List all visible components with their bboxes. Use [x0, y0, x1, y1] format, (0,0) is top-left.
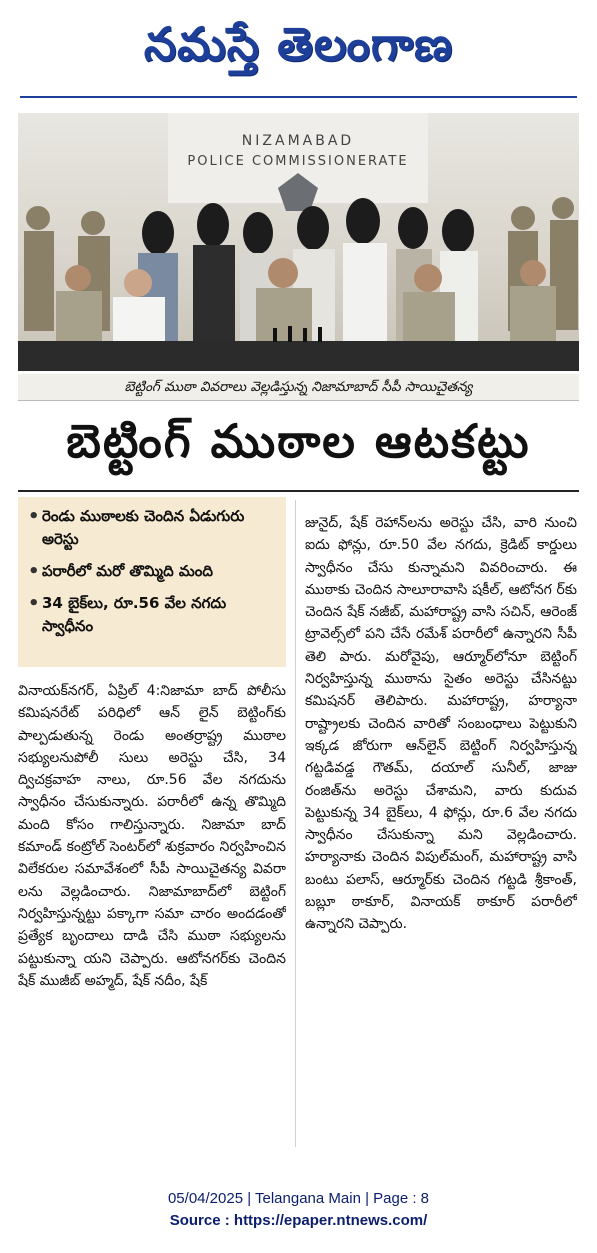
highlight-text: పరారీలో మరో తొమ్మిది మంది — [42, 562, 213, 580]
newspaper-title: నమస్తే తెలంగాణ — [143, 17, 454, 71]
photo-caption: బెట్టింగ్ ముఠా వివరాలు వెల్లడిస్తున్న నిజామాబాద్ సీపీ సాయిచైతన్య — [18, 374, 579, 401]
column-divider — [295, 500, 296, 1147]
highlight-item — [28, 592, 276, 638]
bullet-icon: • — [28, 561, 40, 582]
highlight-item — [28, 505, 276, 551]
highlight-text: రెండు ముఠాలకు చెందిన ఏడుగురు అరెస్టు — [42, 507, 245, 548]
bullet-icon: • — [28, 593, 40, 614]
article-column-right — [305, 512, 577, 1147]
masthead-rule — [20, 96, 577, 98]
footer-source: Source : https://epaper.ntnews.com/ — [169, 1212, 428, 1229]
article-text-right: జునైద్, షేక్ రెహాన్‌లను అరెస్టు చేసి, వారి నుంచి ఐదు ఫోన్లు, రూ.50 వేల నగదు, క్రెడిట్ కార్డులు స్వాధీనం చేసు కున్నామని వివరించారు. ఈ ముఠాకు చెందిన సాలూరావాసి షకీల్, ఆటోనగ ర్‌కు చెందిన షేక్ నజీబ్, మహారాష్ట్ర వాసి సచిన్, ఆరెంజ్ ట్రావెల్స్‌లో పని చేసే రమేశ్ పరారీలో ఉన్నారని సీపీ తెలి పారు. మరోవైపు, ఆర్మూర్‌లోనూ బెట్టింగ్ నిర్వహిస్తున్న ముఠాను సైతం అరెస్టు చేసినట్టు కమిషనర్ తెలిపారు. మహారాష్ట్ర, హర్యానా రాష్ట్రాలకు చెందిన వారితో సంబంధాలు పెట్టుకుని ఇక్కడ జోరుగా ఆన్‌లైన్ బెట్టింగ్ నిర్వహిస్తున్న గట్టడివడ్డ గౌతమ్, దయాల్ సునీల్, జాజు రంజిత్‌ను అరెస్టు చేశామని, వారు కుదువ పెట్టుకున్న 34 బైక్‌లు, 4 ఫోన్లు, రూ.6 వేల నగదు స్వాధీనం చేసుకున్నా మని వెల్లడించారు. హర్యానాకు చెందిన విపుల్‌మంగ్, మహారాష్ట్ర వాసి బంటు పలాస్, ఆర్మూర్‌కు చెందిన గట్టడి శ్రీకాంత్, బబ్లూ ఠాకూర్, వినాయక్ ఠాకూర్ పరారీలో ఉన్నారని చెప్పారు. — [305, 515, 577, 933]
bullet-icon: • — [28, 506, 40, 527]
article-text-left: వినాయక్‌నగర్, ఏప్రిల్ 4:నిజామా బాద్ పోలీసు కమిషనరేట్ పరిధిలో ఆన్ లైన్ బెట్టింగ్‌కు పాల్పడుతున్న రెండు అంతర్రాష్ట్ర ముఠాల సభ్యులనుపోలీ సులు అరెస్టు చేసి, 34 ద్విచక్రవాహ నాలు, రూ.56 వేల నగదును స్వాధీనం చేసుకున్నారు. పరారీలో ఉన్న తొమ్మిది మంది కోసం గాలిస్తున్నారు. నిజామా బాద్ కమాండ్ కంట్రోల్ సెంటర్‌లో శుక్రవారం నిర్వహించిన విలేకరుల సమావేశంలో సీపీ సాయిచైతన్య వివరా లను వెల్లడించారు. నిజామాబాద్‌లో బెట్టింగ్ నిర్వహిస్తున్నట్టు పక్కాగా సమా చారం అందడంతో ప్రత్యేక బృందాలు దాడి చేసి ముఠా సభ్యులను పట్టుకున్నా యని చెప్పారు. ఆటోనగర్‌కు చెందిన షేక్ ముజీబ్ అహ్మద్, షేక్ నదీం, షేక్ — [18, 683, 286, 989]
backdrop-text-1: NIZAMABAD — [241, 133, 355, 149]
headline: బెట్టింగ్ ముఠాల ఆటకట్టు — [66, 414, 531, 468]
conference-table — [18, 341, 579, 371]
backdrop-text-2: POLICE COMMISSIONERATE — [187, 154, 409, 169]
masthead — [0, 0, 597, 100]
highlight-text: 34 బైక్‌లు, రూ.56 వేల నగదు స్వాధీనం — [42, 594, 227, 635]
highlight-item — [28, 560, 276, 583]
news-photo — [18, 113, 579, 371]
highlights-box — [18, 497, 286, 667]
footer-date-page: 05/04/2025 | Telangana Main | Page : 8 — [167, 1190, 430, 1207]
headline-rule — [18, 490, 579, 492]
press-conference-photo — [18, 113, 579, 371]
footer — [0, 1188, 597, 1244]
article-column-left — [18, 680, 286, 1180]
